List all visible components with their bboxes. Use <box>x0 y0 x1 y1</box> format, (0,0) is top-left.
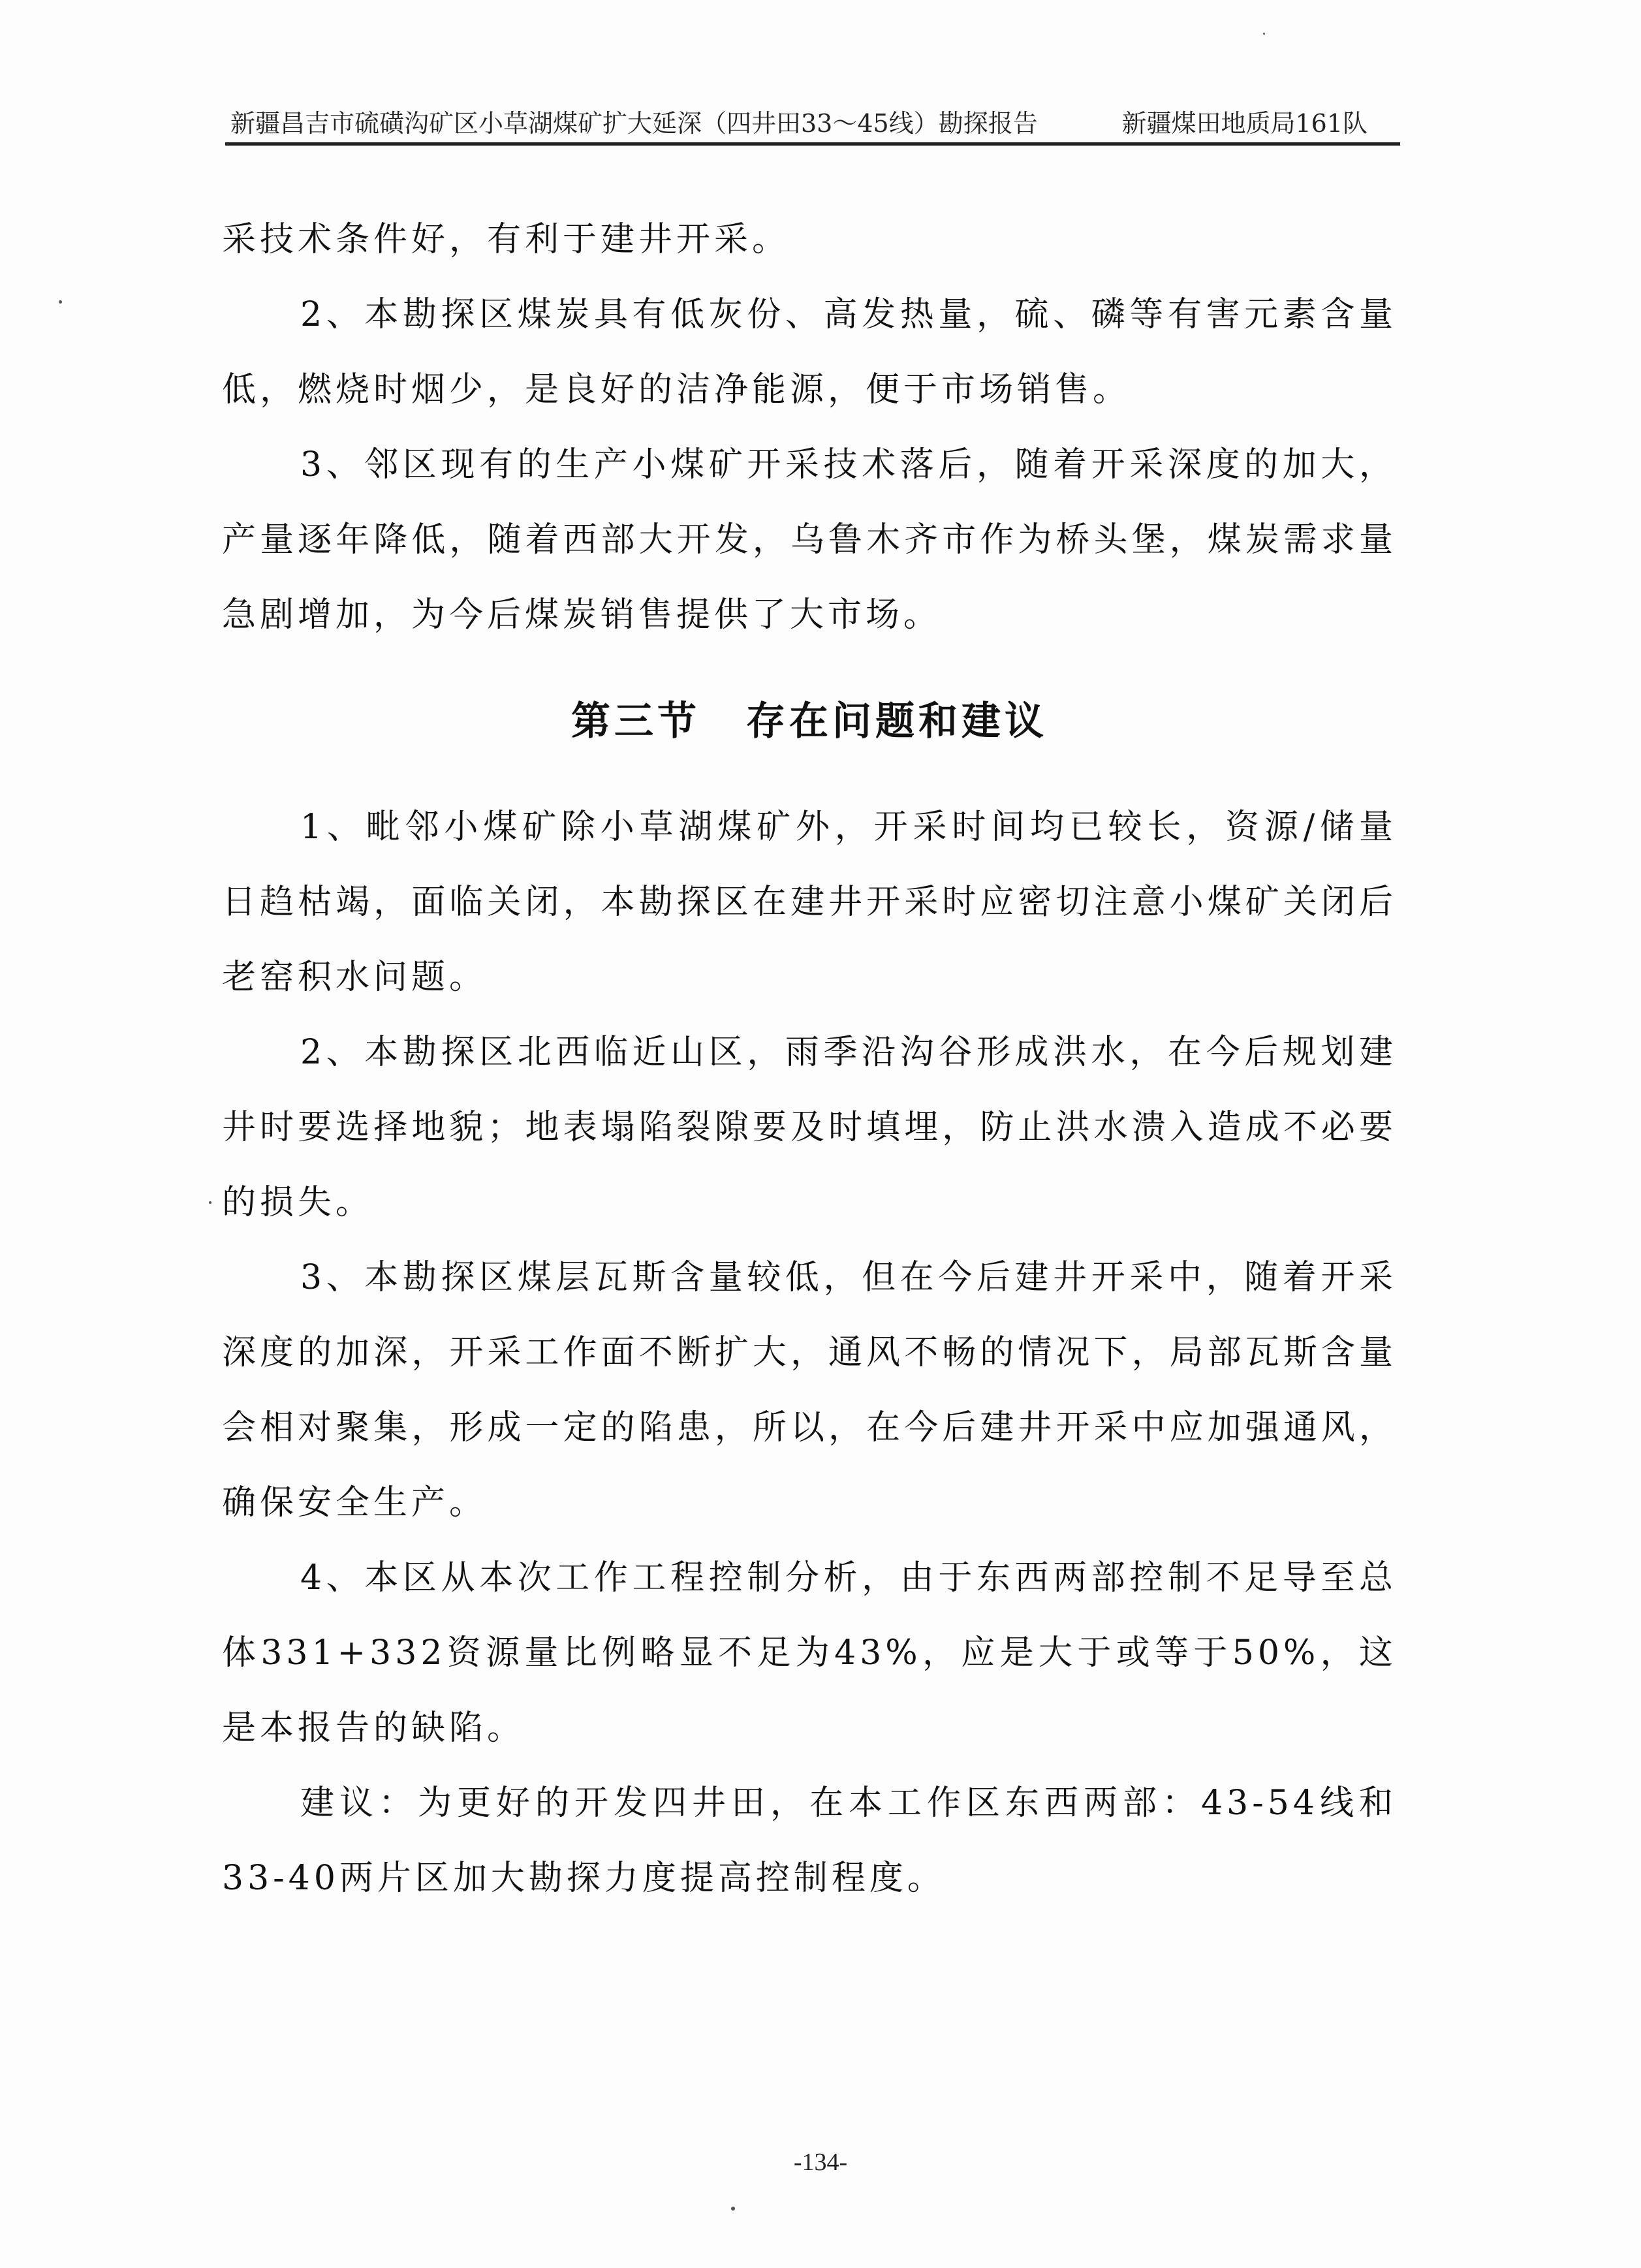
organization-name: 新疆煤田地质局161队 <box>1121 109 1368 138</box>
paragraph-issue-4: 4、本区从本次工作工程控制分析，由于东西两部控制不足导至总体331+332资源量比例略显不足为43%，应是大于或等于50%，这是本报告的缺陷。 <box>222 1558 1397 1748</box>
paragraph-issue-1: 1、毗邻小煤矿除小草湖煤矿外，开采时间均已较长，资源/储量日趋枯竭，面临关闭，本勘探区在建井开采时应密切注意小煤矿关闭后老窑积水问题。 <box>222 808 1397 997</box>
document-body <box>222 202 1397 1916</box>
section-title: 存在问题和建议 <box>746 699 1048 744</box>
page-number: -134- <box>793 2149 848 2176</box>
paragraph-advantage-3: 3、邻区现有的生产小煤矿开采技术落后，随着开采深度的加大，产量逐年降低，随着西部大开发，乌鲁木齐市作为桥头堡，煤炭需求量急剧增加，为今后煤炭销售提供了大市场。 <box>222 445 1397 635</box>
scan-speck <box>209 1201 211 1204</box>
section-number: 第三节 <box>571 699 700 744</box>
paragraph-issue-2: 2、本勘探区北西临近山区，雨季沿沟谷形成洪水，在今后规划建井时要选择地貌；地表塌陷裂隙要及时填埋，防止洪水溃入造成不必要的损失。 <box>222 1033 1397 1222</box>
paragraph-continuation: 采技术条件好，有利于建井开采。 <box>222 220 790 259</box>
scan-speck <box>59 300 62 304</box>
paragraph-suggestion: 建议：为更好的开发四井田，在本工作区东西两部：43-54线和33-40两片区加大勘探力度提高控制程度。 <box>222 1784 1397 1898</box>
section-heading <box>222 653 1397 790</box>
scan-speck <box>731 2207 735 2211</box>
report-title: 新疆昌吉市硫磺沟矿区小草湖煤矿扩大延深（四井田33～45线）勘探报告 <box>230 109 1038 138</box>
page-header <box>225 104 1400 146</box>
scan-speck <box>1263 33 1265 35</box>
paragraph-issue-3: 3、本勘探区煤层瓦斯含量较低，但在今后建井开采中，随着开采深度的加深，开采工作面不断扩大，通风不畅的情况下，局部瓦斯含量会相对聚集，形成一定的陷患，所以，在今后建井开采中应加强通风，确保安全生产。 <box>222 1258 1397 1522</box>
paragraph-advantage-2: 2、本勘探区煤炭具有低灰份、高发热量，硫、磷等有害元素含量低，燃烧时烟少，是良好的洁净能源，便于市场销售。 <box>222 295 1397 409</box>
